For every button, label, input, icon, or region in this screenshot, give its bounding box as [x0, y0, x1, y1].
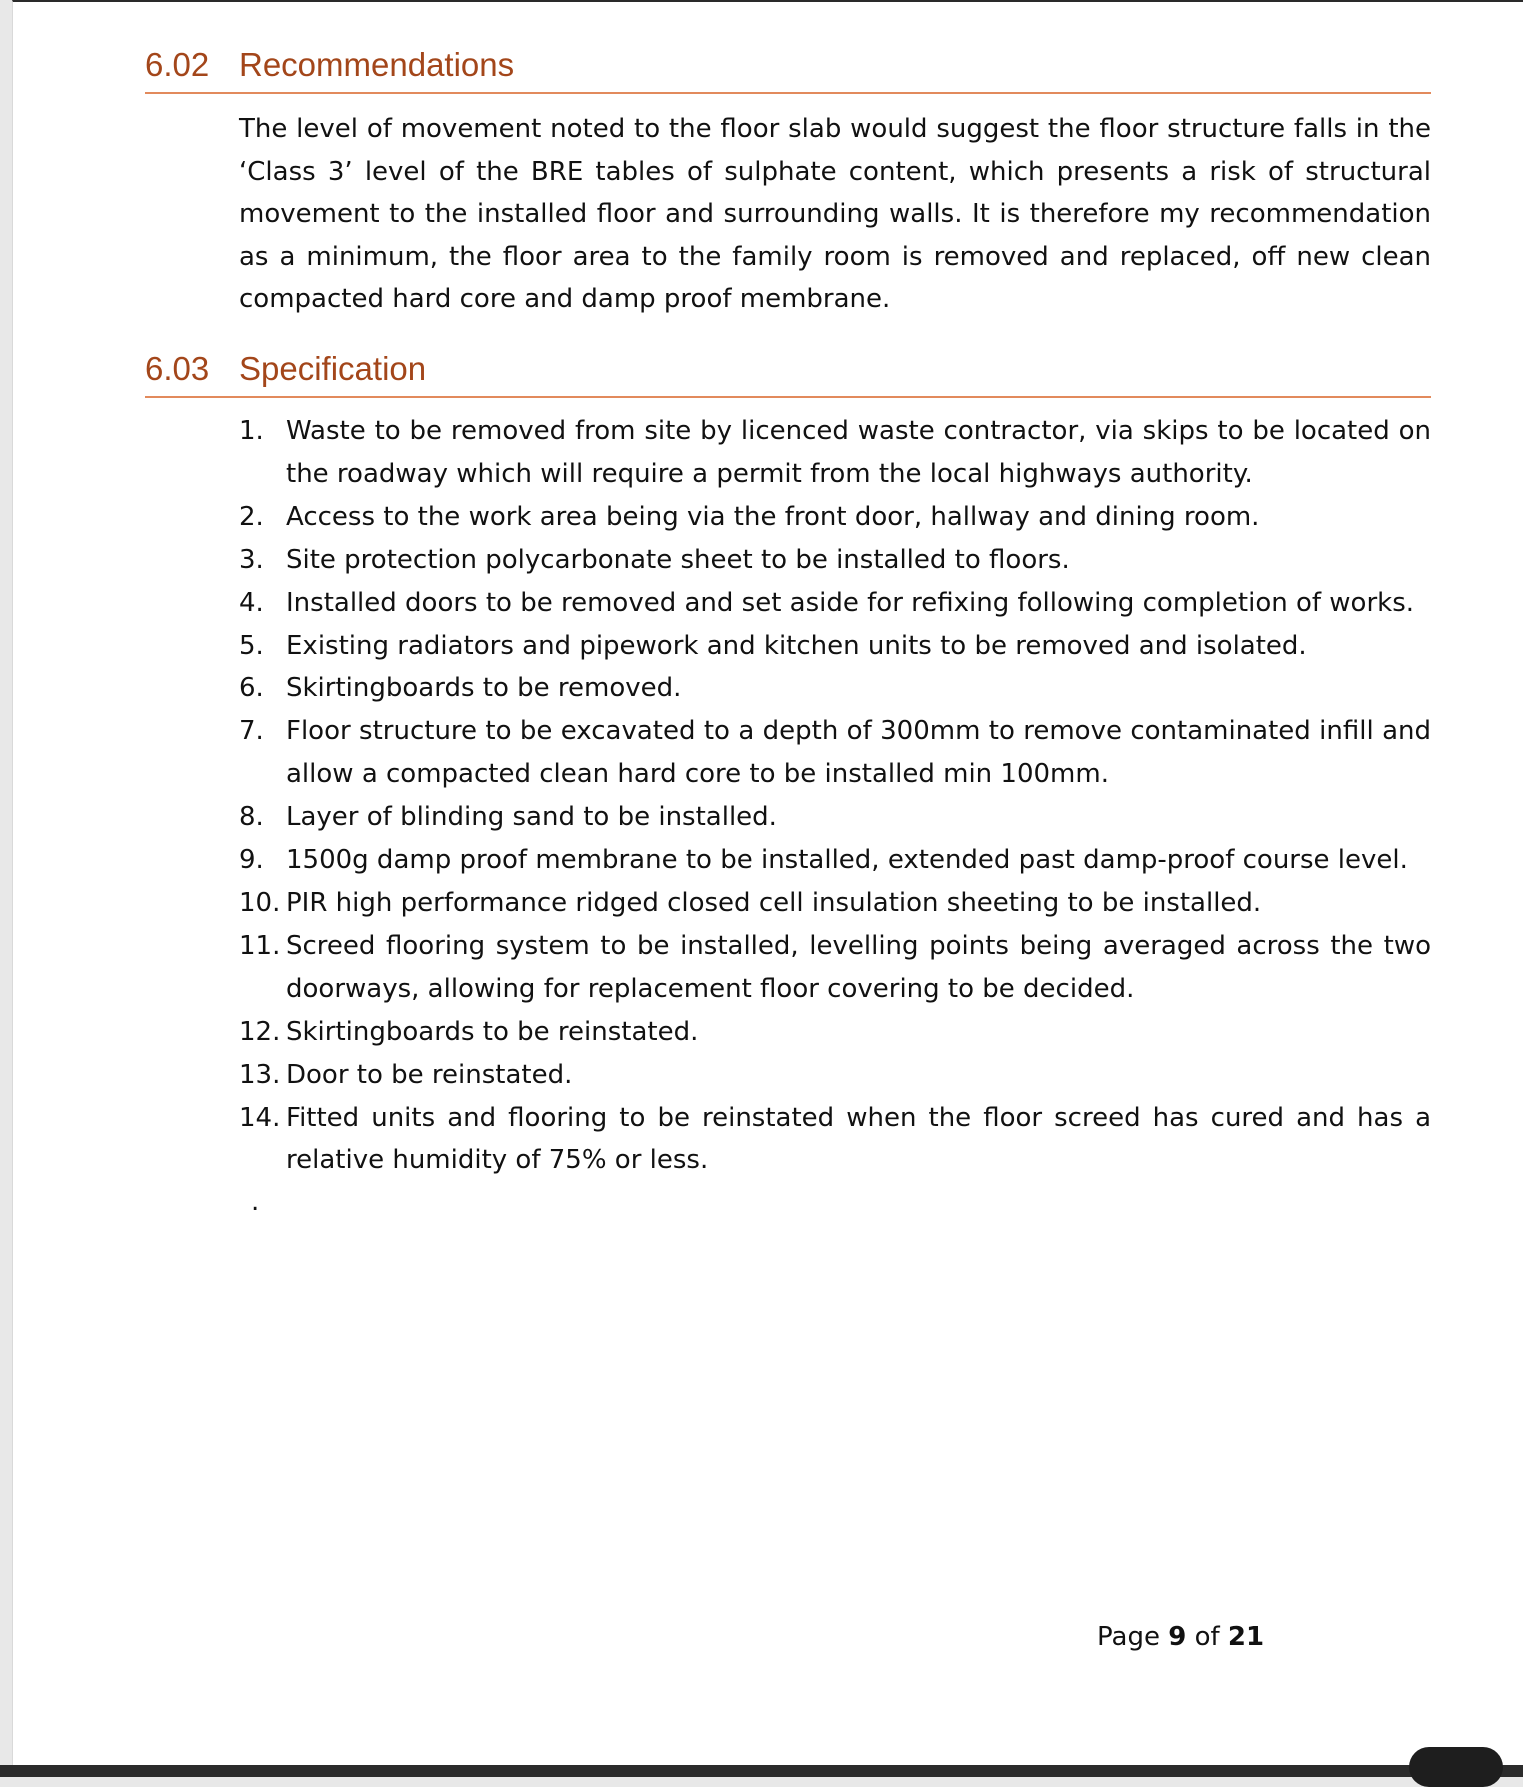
specification-list — [239, 410, 1431, 1182]
list-item-number: 13. — [239, 1059, 281, 1090]
list-item-text: Skirtingboards to be removed. — [286, 673, 682, 704]
list-item-number: 3. — [239, 544, 264, 575]
list-item — [239, 925, 1431, 1011]
list-item — [239, 410, 1431, 496]
current-page: 9 — [1168, 1622, 1187, 1652]
scroll-handle[interactable] — [1409, 1747, 1503, 1787]
list-item — [239, 839, 1431, 882]
list-item-number: 2. — [239, 501, 264, 532]
list-item-number: 11. — [239, 930, 281, 961]
document-page — [12, 0, 1523, 1765]
list-item — [239, 582, 1431, 625]
list-item-number: 14. — [239, 1102, 281, 1133]
list-item-number: 10. — [239, 887, 281, 918]
section-heading-specification — [145, 344, 1431, 398]
list-item-text: PIR high performance ridged closed cell insulation sheeting to be installed. — [286, 887, 1262, 918]
list-item — [239, 882, 1431, 925]
list-item — [239, 539, 1431, 582]
section-number: 6.02 — [145, 46, 210, 83]
list-item-text: Layer of blinding sand to be installed. — [286, 802, 777, 833]
list-item-text: Door to be reinstated. — [286, 1059, 573, 1090]
recommendations-paragraph: The level of movement noted to the floor slab would suggest the floor structure falls in the ‘Class 3’ level of the BRE tables of sulphate content, which presents a risk of structural movement to the installed floor and surrounding walls. It is therefore my recommendation as a minimum, the floor area to the family room is removed and replaced, off new clean compacted hard core and damp proof membrane. — [239, 114, 1431, 315]
total-pages: 21 — [1227, 1622, 1265, 1652]
list-item-text: 1500g damp proof membrane to be installed, extended past damp-proof course level. — [286, 845, 1408, 876]
list-item-text: Fitted units and flooring to be reinstated when the floor screed has cured and has a relative humidity of 75% or less. — [286, 1102, 1431, 1176]
section-title: Recommendations — [239, 46, 515, 83]
stray-mark: . — [251, 1187, 260, 1217]
page-prefix: Page — [1097, 1622, 1160, 1652]
page-separator: of — [1194, 1622, 1220, 1652]
list-item — [239, 625, 1431, 668]
list-item-text: Screed flooring system to be installed, levelling points being averaged across the two doorways, allowing for replacement floor covering to be decided. — [286, 930, 1431, 1004]
list-item — [239, 667, 1431, 710]
list-item-text: Access to the work area being via the front door, hallway and dining room. — [286, 501, 1260, 532]
list-item — [239, 496, 1431, 539]
list-item-text: Site protection polycarbonate sheet to be installed to floors. — [286, 544, 1070, 575]
list-item-text: Waste to be removed from site by licenced waste contractor, via skips to be located on the roadway which will require a permit from the local highways authority. — [286, 416, 1431, 489]
list-item-number: 1. — [239, 416, 264, 446]
list-item-text: Skirtingboards to be reinstated. — [286, 1016, 699, 1047]
list-item — [239, 1011, 1431, 1054]
list-item — [239, 710, 1431, 796]
list-item-number: 12. — [239, 1016, 281, 1047]
list-item — [239, 1097, 1431, 1183]
list-item-text: Existing radiators and pipework and kitchen units to be removed and isolated. — [286, 630, 1307, 661]
list-item-number: 9. — [239, 845, 264, 876]
section-number: 6.03 — [145, 350, 210, 387]
list-item — [239, 796, 1431, 839]
list-item — [239, 1054, 1431, 1097]
list-item-number: 7. — [239, 716, 264, 747]
section-title: Specification — [239, 350, 427, 387]
viewer-bottom-bar — [0, 1765, 1523, 1777]
list-item-number: 4. — [239, 587, 264, 618]
list-item-number: 5. — [239, 630, 264, 661]
section-heading-recommendations — [145, 40, 1431, 94]
list-item-text: Installed doors to be removed and set aside for refixing following completion of works. — [286, 587, 1415, 618]
page-number-footer — [1097, 1622, 1264, 1652]
list-item-text: Floor structure to be excavated to a depth of 300mm to remove contaminated infill and allow a compacted clean hard core to be installed min 100mm. — [286, 716, 1431, 790]
list-item-number: 8. — [239, 802, 264, 833]
list-item-number: 6. — [239, 673, 264, 704]
